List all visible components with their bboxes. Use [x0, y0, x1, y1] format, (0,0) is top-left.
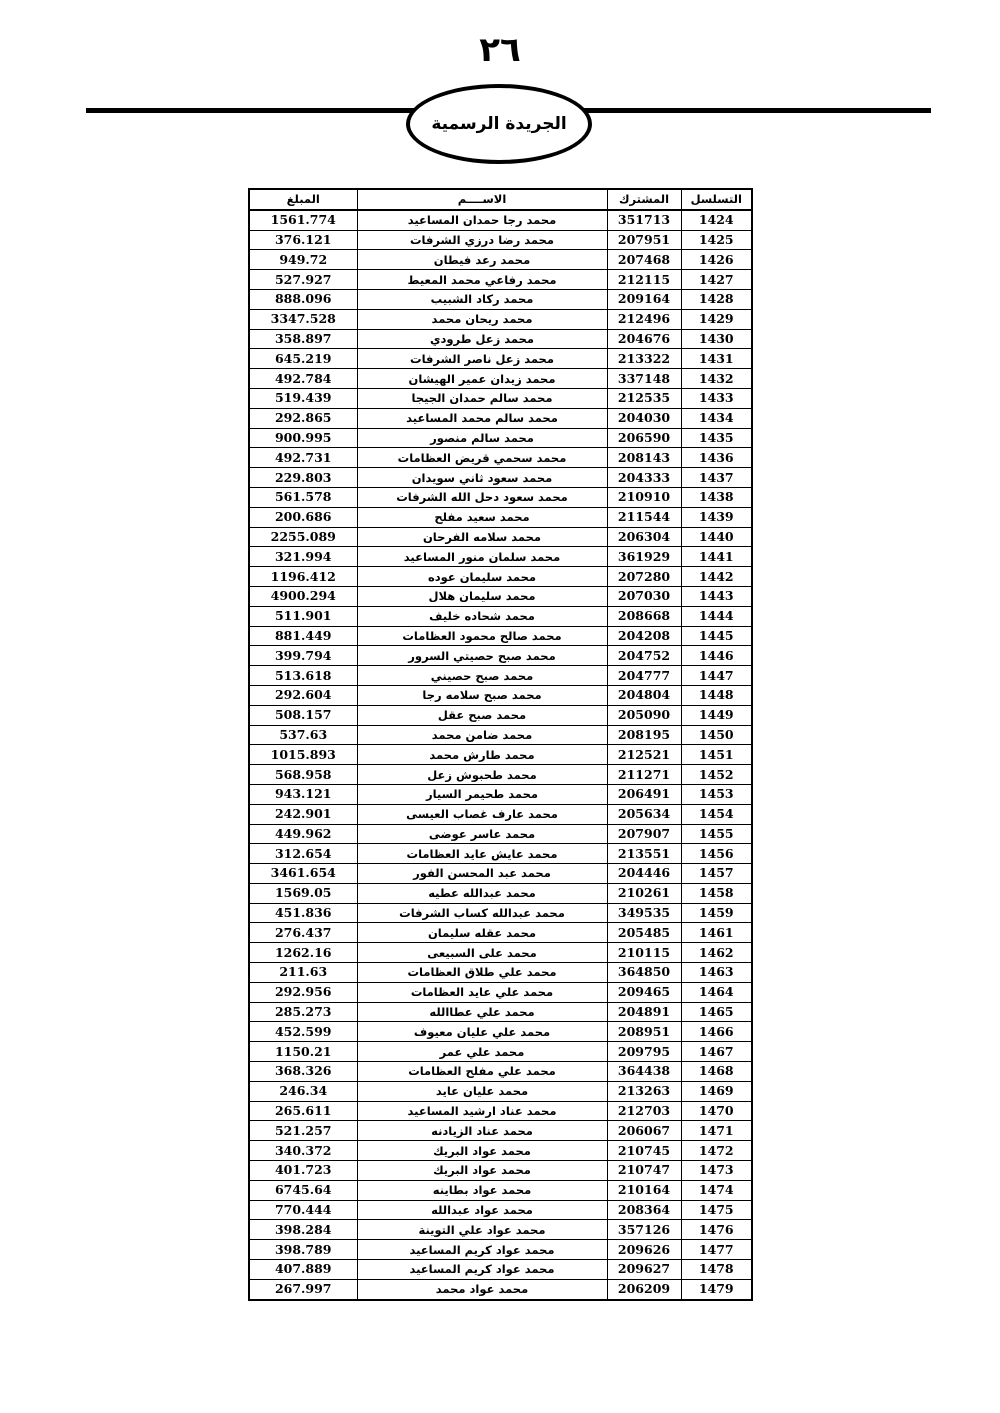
- cell-amount: 511.901: [249, 606, 357, 626]
- cell-subscriber: 207468: [607, 250, 681, 270]
- cell-seq: 1452: [681, 765, 752, 785]
- cell-name: محمد سعيد مفلح: [357, 507, 607, 527]
- cell-amount: 4900.294: [249, 586, 357, 606]
- cell-amount: 399.794: [249, 646, 357, 666]
- table-row: [249, 1180, 752, 1200]
- cell-name: محمد سلامه الفرحان: [357, 527, 607, 547]
- cell-seq: 1464: [681, 982, 752, 1002]
- table-row: [249, 448, 752, 468]
- cell-amount: 211.63: [249, 963, 357, 983]
- cell-amount: 285.273: [249, 1002, 357, 1022]
- cell-amount: 1196.412: [249, 567, 357, 587]
- cell-amount: 1262.16: [249, 943, 357, 963]
- cell-amount: 401.723: [249, 1161, 357, 1181]
- cell-subscriber: 210115: [607, 943, 681, 963]
- table-row: [249, 468, 752, 488]
- cell-seq: 1454: [681, 804, 752, 824]
- cell-seq: 1428: [681, 289, 752, 309]
- table-row: [249, 1260, 752, 1280]
- cell-amount: 376.121: [249, 230, 357, 250]
- cell-subscriber: 210261: [607, 883, 681, 903]
- cell-name: محمد عواد عبدالله: [357, 1200, 607, 1220]
- cell-name: محمد سلمان منور المساعيد: [357, 547, 607, 567]
- cell-amount: 358.897: [249, 329, 357, 349]
- cell-seq: 1440: [681, 527, 752, 547]
- cell-name: محمد رضا درزي الشرفات: [357, 230, 607, 250]
- cell-seq: 1438: [681, 487, 752, 507]
- table-row: [249, 428, 752, 448]
- cell-name: محمد عواد علي التوينة: [357, 1220, 607, 1240]
- cell-subscriber: 210747: [607, 1161, 681, 1181]
- table-row: [249, 210, 752, 230]
- cell-seq: 1434: [681, 408, 752, 428]
- cell-seq: 1446: [681, 646, 752, 666]
- cell-amount: 407.889: [249, 1260, 357, 1280]
- cell-amount: 449.962: [249, 824, 357, 844]
- cell-amount: 451.836: [249, 903, 357, 923]
- cell-subscriber: 204030: [607, 408, 681, 428]
- table-row: [249, 824, 752, 844]
- cell-name: محمد زيدان عمير الهيشان: [357, 369, 607, 389]
- cell-name: محمد علي مفلح العظامات: [357, 1062, 607, 1082]
- cell-name: محمد سالم حمدان الجيجا: [357, 388, 607, 408]
- table-header-row: [249, 189, 752, 210]
- table-row: [249, 1081, 752, 1101]
- cell-amount: 267.997: [249, 1279, 357, 1299]
- cell-amount: 398.284: [249, 1220, 357, 1240]
- table-row: [249, 804, 752, 824]
- cell-name: محمد عواد بطاينه: [357, 1180, 607, 1200]
- cell-seq: 1427: [681, 270, 752, 290]
- table-row: [249, 666, 752, 686]
- cell-subscriber: 209164: [607, 289, 681, 309]
- cell-seq: 1449: [681, 705, 752, 725]
- cell-seq: 1457: [681, 864, 752, 884]
- cell-subscriber: 351713: [607, 210, 681, 230]
- cell-seq: 1443: [681, 586, 752, 606]
- cell-amount: 1569.05: [249, 883, 357, 903]
- table-row: [249, 289, 752, 309]
- cell-subscriber: 212535: [607, 388, 681, 408]
- cell-name: محمد عايش عايد العظامات: [357, 844, 607, 864]
- cell-subscriber: 207951: [607, 230, 681, 250]
- cell-amount: 292.956: [249, 982, 357, 1002]
- table-row: [249, 1022, 752, 1042]
- table-row: [249, 270, 752, 290]
- cell-subscriber: 204446: [607, 864, 681, 884]
- cell-seq: 1448: [681, 685, 752, 705]
- cell-amount: 312.654: [249, 844, 357, 864]
- header-subscriber: المشترك: [607, 189, 681, 210]
- table-row: [249, 685, 752, 705]
- cell-subscriber: 213551: [607, 844, 681, 864]
- cell-name: محمد رفاعي محمد المعيط: [357, 270, 607, 290]
- cell-seq: 1459: [681, 903, 752, 923]
- table-row: [249, 864, 752, 884]
- cell-name: محمد عبدالله كساب الشرفات: [357, 903, 607, 923]
- cell-name: محمد عواد كريم المساعيد: [357, 1240, 607, 1260]
- table-row: [249, 903, 752, 923]
- table-row: [249, 1042, 752, 1062]
- cell-name: محمد علي عطاالله: [357, 1002, 607, 1022]
- cell-name: محمد عناد الزيادنه: [357, 1121, 607, 1141]
- table-row: [249, 230, 752, 250]
- cell-amount: 949.72: [249, 250, 357, 270]
- cell-amount: 888.096: [249, 289, 357, 309]
- cell-subscriber: 207280: [607, 567, 681, 587]
- cell-subscriber: 204891: [607, 1002, 681, 1022]
- cell-amount: 513.618: [249, 666, 357, 686]
- cell-name: محمد سليمان عوده: [357, 567, 607, 587]
- header-seq: التسلسل: [681, 189, 752, 210]
- cell-seq: 1463: [681, 963, 752, 983]
- cell-amount: 292.604: [249, 685, 357, 705]
- cell-amount: 229.803: [249, 468, 357, 488]
- table-row: [249, 567, 752, 587]
- header-name: الاســــم: [357, 189, 607, 210]
- cell-seq: 1466: [681, 1022, 752, 1042]
- cell-seq: 1458: [681, 883, 752, 903]
- cell-name: محمد ركاد الشبيب: [357, 289, 607, 309]
- cell-subscriber: 207907: [607, 824, 681, 844]
- table-row: [249, 626, 752, 646]
- cell-name: محمد رجا حمدان المساعيد: [357, 210, 607, 230]
- cell-amount: 2255.089: [249, 527, 357, 547]
- table-row: [249, 527, 752, 547]
- table-row: [249, 765, 752, 785]
- cell-subscriber: 210745: [607, 1141, 681, 1161]
- table-row: [249, 1279, 752, 1299]
- table-row: [249, 547, 752, 567]
- cell-name: محمد عقله سليمان: [357, 923, 607, 943]
- cell-name: محمد زعل طرودي: [357, 329, 607, 349]
- cell-subscriber: 349535: [607, 903, 681, 923]
- cell-subscriber: 206491: [607, 784, 681, 804]
- cell-subscriber: 206209: [607, 1279, 681, 1299]
- cell-name: محمد علي عليان معيوف: [357, 1022, 607, 1042]
- cell-subscriber: 204804: [607, 685, 681, 705]
- cell-name: محمد على السبيعى: [357, 943, 607, 963]
- cell-subscriber: 212521: [607, 745, 681, 765]
- cell-seq: 1445: [681, 626, 752, 646]
- cell-seq: 1469: [681, 1081, 752, 1101]
- cell-subscriber: 364850: [607, 963, 681, 983]
- cell-subscriber: 208195: [607, 725, 681, 745]
- cell-name: محمد صبح حصيني: [357, 666, 607, 686]
- cell-subscriber: 211271: [607, 765, 681, 785]
- cell-amount: 537.63: [249, 725, 357, 745]
- cell-amount: 881.449: [249, 626, 357, 646]
- cell-amount: 265.611: [249, 1101, 357, 1121]
- table-row: [249, 329, 752, 349]
- cell-seq: 1451: [681, 745, 752, 765]
- cell-seq: 1437: [681, 468, 752, 488]
- table-row: [249, 923, 752, 943]
- cell-seq: 1439: [681, 507, 752, 527]
- cell-subscriber: 209795: [607, 1042, 681, 1062]
- cell-subscriber: 209627: [607, 1260, 681, 1280]
- table-row: [249, 646, 752, 666]
- cell-name: محمد عواد محمد: [357, 1279, 607, 1299]
- cell-name: محمد رعد فيطان: [357, 250, 607, 270]
- cell-amount: 340.372: [249, 1141, 357, 1161]
- cell-seq: 1436: [681, 448, 752, 468]
- cell-amount: 900.995: [249, 428, 357, 448]
- table-row: [249, 408, 752, 428]
- cell-subscriber: 208143: [607, 448, 681, 468]
- cell-name: محمد طارش محمد: [357, 745, 607, 765]
- cell-seq: 1442: [681, 567, 752, 587]
- header-amount: المبلغ: [249, 189, 357, 210]
- cell-seq: 1476: [681, 1220, 752, 1240]
- table-row: [249, 1002, 752, 1022]
- cell-seq: 1456: [681, 844, 752, 864]
- cell-amount: 568.958: [249, 765, 357, 785]
- cell-amount: 452.599: [249, 1022, 357, 1042]
- table-row: [249, 349, 752, 369]
- table-row: [249, 606, 752, 626]
- cell-subscriber: 204333: [607, 468, 681, 488]
- cell-subscriber: 204208: [607, 626, 681, 646]
- cell-name: محمد عناد ارشيد المساعيد: [357, 1101, 607, 1121]
- table-row: [249, 250, 752, 270]
- table-row: [249, 982, 752, 1002]
- cell-amount: 368.326: [249, 1062, 357, 1082]
- cell-seq: 1429: [681, 309, 752, 329]
- table-row: [249, 1062, 752, 1082]
- cell-subscriber: 213263: [607, 1081, 681, 1101]
- cell-name: محمد صبح حصيتي السرور: [357, 646, 607, 666]
- cell-amount: 519.439: [249, 388, 357, 408]
- cell-name: محمد عواد البريك: [357, 1141, 607, 1161]
- cell-subscriber: 204676: [607, 329, 681, 349]
- cell-amount: 292.865: [249, 408, 357, 428]
- cell-name: محمد طحبوش زعل: [357, 765, 607, 785]
- cell-subscriber: 212496: [607, 309, 681, 329]
- header-oval: [406, 84, 592, 164]
- cell-amount: 321.994: [249, 547, 357, 567]
- table-row: [249, 487, 752, 507]
- cell-subscriber: 337148: [607, 369, 681, 389]
- cell-amount: 6745.64: [249, 1180, 357, 1200]
- cell-name: محمد عواد البريك: [357, 1161, 607, 1181]
- table-row: [249, 1200, 752, 1220]
- cell-subscriber: 213322: [607, 349, 681, 369]
- cell-amount: 3461.654: [249, 864, 357, 884]
- cell-amount: 527.927: [249, 270, 357, 290]
- cell-subscriber: 210164: [607, 1180, 681, 1200]
- cell-seq: 1473: [681, 1161, 752, 1181]
- table-row: [249, 844, 752, 864]
- cell-seq: 1426: [681, 250, 752, 270]
- table-row: [249, 963, 752, 983]
- cell-amount: 770.444: [249, 1200, 357, 1220]
- cell-name: محمد عاسر عوضى: [357, 824, 607, 844]
- cell-subscriber: 204752: [607, 646, 681, 666]
- cell-name: محمد علي عمر: [357, 1042, 607, 1062]
- cell-seq: 1471: [681, 1121, 752, 1141]
- cell-subscriber: 206304: [607, 527, 681, 547]
- cell-name: محمد سعود ثاني سويدان: [357, 468, 607, 488]
- cell-name: محمد صبح سلامه رجا: [357, 685, 607, 705]
- cell-name: محمد عبدالله عطيه: [357, 883, 607, 903]
- cell-name: محمد شحاده خليف: [357, 606, 607, 626]
- cell-amount: 3347.528: [249, 309, 357, 329]
- cell-name: محمد سليمان هلال: [357, 586, 607, 606]
- cell-seq: 1444: [681, 606, 752, 626]
- cell-amount: 1561.774: [249, 210, 357, 230]
- cell-seq: 1441: [681, 547, 752, 567]
- cell-subscriber: 211544: [607, 507, 681, 527]
- cell-amount: 943.121: [249, 784, 357, 804]
- cell-seq: 1432: [681, 369, 752, 389]
- cell-name: محمد سحمي قريض العظامات: [357, 448, 607, 468]
- cell-subscriber: 209626: [607, 1240, 681, 1260]
- cell-subscriber: 364438: [607, 1062, 681, 1082]
- table-row: [249, 1161, 752, 1181]
- cell-name: محمد ريحان محمد: [357, 309, 607, 329]
- cell-seq: 1433: [681, 388, 752, 408]
- cell-subscriber: 361929: [607, 547, 681, 567]
- table-row: [249, 1240, 752, 1260]
- cell-subscriber: 357126: [607, 1220, 681, 1240]
- cell-subscriber: 205634: [607, 804, 681, 824]
- cell-subscriber: 208668: [607, 606, 681, 626]
- cell-amount: 521.257: [249, 1121, 357, 1141]
- cell-name: محمد زعل ناصر الشرفات: [357, 349, 607, 369]
- cell-seq: 1462: [681, 943, 752, 963]
- cell-name: محمد علي عايد العظامات: [357, 982, 607, 1002]
- table-row: [249, 883, 752, 903]
- cell-name: محمد عارف غصاب العيسى: [357, 804, 607, 824]
- cell-subscriber: 209465: [607, 982, 681, 1002]
- cell-name: محمد صالح محمود العظامات: [357, 626, 607, 646]
- cell-seq: 1461: [681, 923, 752, 943]
- cell-subscriber: 208364: [607, 1200, 681, 1220]
- cell-name: محمد سالم محمد المساعيد: [357, 408, 607, 428]
- cell-name: محمد ضامن محمد: [357, 725, 607, 745]
- cell-seq: 1472: [681, 1141, 752, 1161]
- cell-amount: 561.578: [249, 487, 357, 507]
- cell-seq: 1467: [681, 1042, 752, 1062]
- table-row: [249, 507, 752, 527]
- cell-seq: 1477: [681, 1240, 752, 1260]
- table-row: [249, 1141, 752, 1161]
- cell-seq: 1431: [681, 349, 752, 369]
- table-row: [249, 1220, 752, 1240]
- cell-amount: 398.789: [249, 1240, 357, 1260]
- page-number: ٢٦: [479, 30, 521, 70]
- table-row: [249, 745, 752, 765]
- cell-subscriber: 205090: [607, 705, 681, 725]
- cell-name: محمد عليان عايد: [357, 1081, 607, 1101]
- cell-amount: 276.437: [249, 923, 357, 943]
- cell-seq: 1450: [681, 725, 752, 745]
- cell-amount: 508.157: [249, 705, 357, 725]
- cell-seq: 1474: [681, 1180, 752, 1200]
- table-row: [249, 1101, 752, 1121]
- cell-subscriber: 212115: [607, 270, 681, 290]
- cell-amount: 246.34: [249, 1081, 357, 1101]
- cell-subscriber: 207030: [607, 586, 681, 606]
- table-row: [249, 1121, 752, 1141]
- cell-amount: 242.901: [249, 804, 357, 824]
- cell-subscriber: 206590: [607, 428, 681, 448]
- cell-subscriber: 204777: [607, 666, 681, 686]
- table-row: [249, 725, 752, 745]
- cell-name: محمد عواد كريم المساعيد: [357, 1260, 607, 1280]
- cell-subscriber: 205485: [607, 923, 681, 943]
- table-body: [249, 210, 752, 1300]
- cell-subscriber: 210910: [607, 487, 681, 507]
- cell-seq: 1478: [681, 1260, 752, 1280]
- cell-seq: 1447: [681, 666, 752, 686]
- table-row: [249, 309, 752, 329]
- cell-seq: 1479: [681, 1279, 752, 1299]
- cell-amount: 645.219: [249, 349, 357, 369]
- table-row: [249, 943, 752, 963]
- cell-name: محمد سعود دحل الله الشرفات: [357, 487, 607, 507]
- cell-seq: 1468: [681, 1062, 752, 1082]
- cell-amount: 1015.893: [249, 745, 357, 765]
- table-row: [249, 586, 752, 606]
- cell-amount: 492.784: [249, 369, 357, 389]
- cell-subscriber: 206067: [607, 1121, 681, 1141]
- cell-seq: 1430: [681, 329, 752, 349]
- table-row: [249, 705, 752, 725]
- cell-amount: 1150.21: [249, 1042, 357, 1062]
- cell-name: محمد علي طلاق العظامات: [357, 963, 607, 983]
- table-row: [249, 369, 752, 389]
- payment-table: [248, 188, 753, 1301]
- table-row: [249, 784, 752, 804]
- cell-seq: 1470: [681, 1101, 752, 1121]
- cell-seq: 1455: [681, 824, 752, 844]
- cell-seq: 1475: [681, 1200, 752, 1220]
- cell-name: محمد سالم منصور: [357, 428, 607, 448]
- cell-amount: 492.731: [249, 448, 357, 468]
- cell-name: محمد طحيمر السيار: [357, 784, 607, 804]
- cell-seq: 1465: [681, 1002, 752, 1022]
- table-row: [249, 388, 752, 408]
- cell-seq: 1453: [681, 784, 752, 804]
- cell-name: محمد صبح عقل: [357, 705, 607, 725]
- cell-amount: 200.686: [249, 507, 357, 527]
- cell-subscriber: 212703: [607, 1101, 681, 1121]
- gazette-title: الجريدة الرسمية: [431, 114, 567, 134]
- cell-seq: 1435: [681, 428, 752, 448]
- cell-seq: 1425: [681, 230, 752, 250]
- cell-subscriber: 208951: [607, 1022, 681, 1042]
- cell-name: محمد عبد المحسن الفور: [357, 864, 607, 884]
- cell-seq: 1424: [681, 210, 752, 230]
